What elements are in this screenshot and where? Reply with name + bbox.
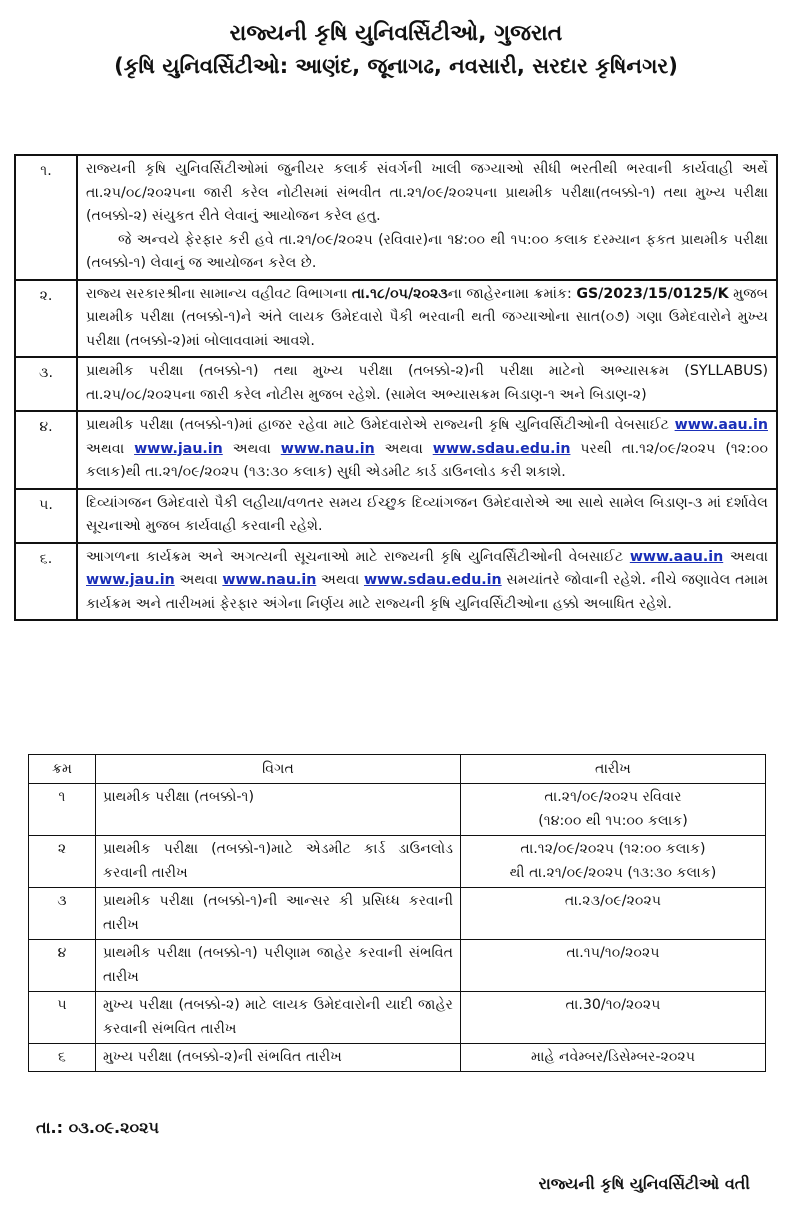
schedule-table <box>28 754 766 1072</box>
note-text-part: અથવા <box>723 548 768 565</box>
note-text-part: પ્રાથમીક પરીક્ષા (તબક્કો-૧)માં હાજર રહેવા માટે ઉમેદવારોએ રાજ્યની કૃષિ યુનિવર્સિટીઓની વેબસાઈટ <box>86 417 675 433</box>
nau-website-link[interactable]: www.nau.in <box>280 440 375 457</box>
note-text <box>77 155 777 280</box>
nau-website-link[interactable]: www.nau.in <box>222 572 317 588</box>
document-title: રાજ્યની કૃષિ યુનિવર્સિટીઓ, ગુજરાત <box>229 21 563 46</box>
document-subtitle: (કૃષિ યુનિવર્સિટીઓ: આણંદ, જૂનાગઢ, નવસારી, સરદાર કૃષિનગર) <box>114 54 678 78</box>
schedule-row <box>29 836 766 888</box>
column-header-sno: ક્રમ <box>29 755 96 784</box>
row-date-line: (૧૪:૦૦ થી ૧૫:૦૦ કલાક) <box>538 813 688 829</box>
notification-number: GS/2023/15/0125/K <box>576 285 729 302</box>
note-row <box>15 357 777 411</box>
note-text-part: ના જાહેરનામા ક્રમાંક: <box>447 285 577 302</box>
schedule-row <box>29 940 766 992</box>
row-number: ૩ <box>29 888 96 940</box>
aau-website-link[interactable]: www.aau.in <box>629 548 724 565</box>
note-text-part: અથવા <box>86 440 135 457</box>
note-paragraph: રાજ્યની કૃષિ યુનિવર્સિટીઓમાં જુનીયર કલાર્ક સંવર્ગની ખાલી જગ્યાઓ સીધી ભરતીથી ભરવાની કાર્યવાહી અર્થે તા.૨૫/૦૮/૨૦૨૫ના જારી કરેલ નોટીસમાં સંભવીત તા.૨૧/૦૯/૨૦૨૫ના પ્રાથમીક પરીક્ષા(તબક્કો-૧) તથા મુખ્ય પરીક્ષા (તબક્કો-૨) સંયુકત રીતે લેવાનું આયોજન કરેલ હતુ. <box>86 161 768 224</box>
note-number: ૫. <box>15 489 77 543</box>
notes-table <box>14 154 778 621</box>
document-header <box>0 18 792 82</box>
schedule-row <box>29 888 766 940</box>
note-text-part: અથવા <box>316 572 364 588</box>
notification-date: તા.૧૮/૦૫/૨૦૨૩ <box>351 285 448 302</box>
row-number: ૬ <box>29 1044 96 1072</box>
note-row <box>15 543 777 621</box>
row-detail: મુખ્ય પરીક્ષા (તબક્કો-૨) માટે લાયક ઉમેદવારોની યાદી જાહેર કરવાની સંભવિત તારીખ <box>96 992 461 1044</box>
note-row <box>15 411 777 489</box>
row-date-line: તા.૧૨/૦૯/૨૦૨૫ (૧૨:૦૦ કલાક) <box>520 841 706 857</box>
note-text-part: પરથી તા.૧૨/૦૯/૨૦૨૫ (૧૨:૦૦ કલાક)થી તા.૨૧/૦૯/૨૦૨૫ (૧૩:૩૦ કલાક) સુધી એડમીટ કાર્ડ ડાઉનલોડ કરી શકાશે. <box>86 440 769 480</box>
sdau-website-link[interactable]: www.sdau.edu.in <box>363 572 502 588</box>
row-detail: મુખ્ય પરીક્ષા (તબક્કો-૨)ની સંભવિત તારીખ <box>96 1044 461 1072</box>
signature-line: રાજ્યની કૃષિ યુનિવર્સિટીઓ વતી <box>538 1174 750 1193</box>
note-text-part: રાજ્ય સરકારશ્રીના સામાન્ય વહીવટ વિભાગના <box>86 285 352 302</box>
note-text <box>77 280 777 358</box>
note-paragraph: જે અન્વયે ફેરફાર કરી હવે તા.૨૧/૦૯/૨૦૨૫ (રવિવાર)ના ૧૪:૦૦ થી ૧૫:૦૦ કલાક દરમ્યાન ફકત પ્રાથમીક પરીક્ષા (તબક્કો-૧) લેવાનું જ આયોજન કરેલ છે. <box>86 231 768 271</box>
row-date <box>461 784 766 836</box>
row-number: ૫ <box>29 992 96 1044</box>
schedule-row <box>29 992 766 1044</box>
note-text-part: અથવા <box>222 440 281 457</box>
schedule-row <box>29 784 766 836</box>
column-header-date: તારીખ <box>461 755 766 784</box>
row-date <box>461 1044 766 1072</box>
note-text <box>77 543 777 621</box>
row-detail: પ્રાથમીક પરીક્ષા (તબક્કો-૧)માટે એડમીટ કાર્ડ ડાઉનલોડ કરવાની તારીખ <box>96 836 461 888</box>
row-number: ૨ <box>29 836 96 888</box>
note-row <box>15 489 777 543</box>
note-text-part: આગળના કાર્યક્રમ અને અગત્યની સૂચનાઓ માટે રાજ્યની કૃષિ યુનિવર્સિટીઓની વેબસાઈટ <box>86 548 630 565</box>
schedule-header-row <box>29 755 766 784</box>
row-date <box>461 992 766 1044</box>
note-text: દિવ્યાંગજન ઉમેદવારો પૈકી લહીયા/વળતર સમય ઈચ્છુક દિવ્યાંગજન ઉમેદવારોએ આ સાથે સામેલ બિડાણ-૩ માં દર્શાવેલ સૂચનાઓ મુજબ કાર્યવાહી કરવાની રહેશે. <box>77 489 777 543</box>
note-number: ૨. <box>15 280 77 358</box>
note-row <box>15 280 777 358</box>
row-date-line: માહે નવેમ્બર/ડિસેમ્બર-૨૦૨૫ <box>530 1049 696 1065</box>
note-number: ૧. <box>15 155 77 280</box>
row-number: ૧ <box>29 784 96 836</box>
row-date-line: તા.૨૩/૦૯/૨૦૨૫ <box>564 893 662 909</box>
sdau-website-link[interactable]: www.sdau.edu.in <box>432 440 571 457</box>
row-detail: પ્રાથમીક પરીક્ષા (તબક્કો-૧) <box>96 784 461 836</box>
note-text-part: સમયાંતરે જોવાની રહેશે. નીચે જણાવેલ તમામ કાર્યક્રમ અને તારીખમાં ફેરફાર અંગેના નિર્ણય માટે રાજ્યની કૃષિ યુનિવર્સિટીઓના હક્કો અબાધિત રહેશે. <box>86 572 768 612</box>
row-date-line: તા.૧૫/૧૦/૨૦૨૫ <box>566 945 660 961</box>
issue-date: તા.: ૦૩.૦૯.૨૦૨૫ <box>36 1118 160 1137</box>
schedule-row <box>29 1044 766 1072</box>
column-header-detail: વિગત <box>96 755 461 784</box>
row-detail: પ્રાથમીક પરીક્ષા (તબક્કો-૧)ની આન્સર કી પ્રસિધ્ધ કરવાની તારીખ <box>96 888 461 940</box>
row-date <box>461 940 766 992</box>
jau-website-link[interactable]: www.jau.in <box>134 440 223 457</box>
note-number: ૩. <box>15 357 77 411</box>
row-date <box>461 888 766 940</box>
row-detail: પ્રાથમીક પરીક્ષા (તબક્કો-૧) પરીણામ જાહેર કરવાની સંભવિત તારીખ <box>96 940 461 992</box>
note-text-part: મુજબ પ્રાથમીક પરીક્ષા (તબક્કો-૧)ને અંતે લાયક ઉમેદવારો પૈકી ભરવાની થતી જગ્યાઓના સાત(૦૭) ગણા ઉમેદવારોને મુખ્ય પરીક્ષા (તબક્કો-૨)માં બોલાવવામાં આવશે. <box>86 285 769 349</box>
row-date-line: તા.30/૧૦/૨૦૨૫ <box>565 997 661 1013</box>
row-date <box>461 836 766 888</box>
note-text: પ્રાથમીક પરીક્ષા (તબક્કો-૧) તથા મુખ્ય પરીક્ષા (તબક્કો-૨)ની પરીક્ષા માટેનો અભ્યાસક્રમ (SYLLABUS) તા.૨૫/૦૮/૨૦૨૫ના જારી કરેલ નોટીસ મુજબ રહેશે. (સામેલ અભ્યાસક્રમ બિડાણ-૧ અને બિડાણ-૨) <box>77 357 777 411</box>
note-text-part: અથવા <box>374 440 433 457</box>
jau-website-link[interactable]: www.jau.in <box>86 572 175 588</box>
note-number: ૪. <box>15 411 77 489</box>
note-text <box>77 411 777 489</box>
row-date-line: થી તા.૨૧/૦૯/૨૦૨૫ (૧૩:૩૦ કલાક) <box>509 865 717 881</box>
note-number: ૬. <box>15 543 77 621</box>
note-row <box>15 155 777 280</box>
note-text-part: અથવા <box>174 572 223 588</box>
aau-website-link[interactable]: www.aau.in <box>674 417 768 433</box>
row-number: ૪ <box>29 940 96 992</box>
row-date-line: તા.૨૧/૦૯/૨૦૨૫ રવિવાર <box>544 789 682 805</box>
